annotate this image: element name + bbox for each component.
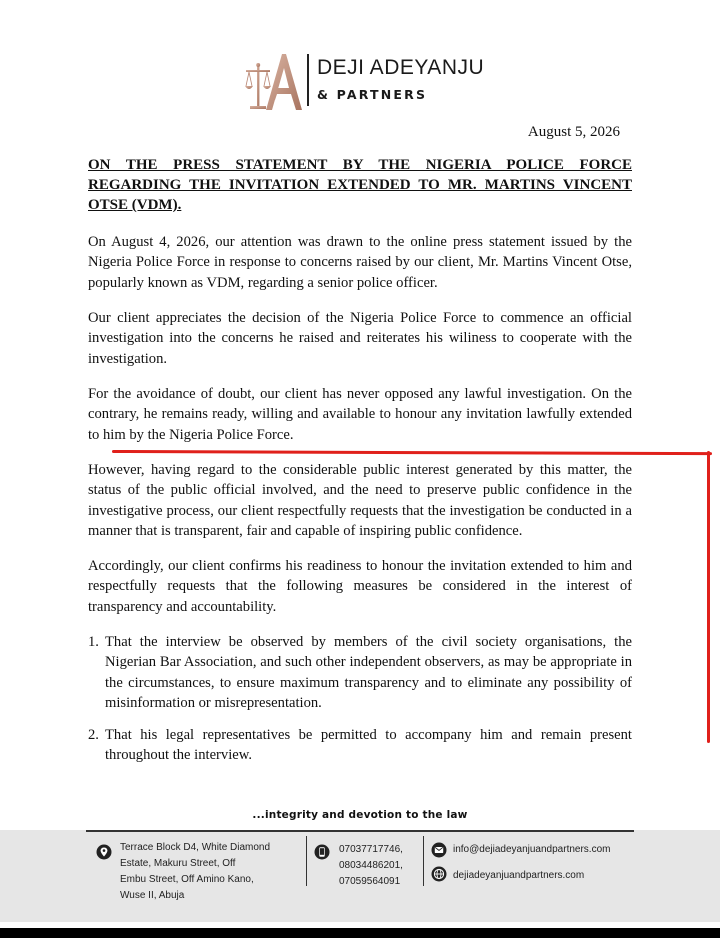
footer-rule — [86, 830, 634, 832]
list-number: 1. — [88, 634, 99, 650]
address-line: Embu Street, Off Amino Kano, — [120, 874, 254, 885]
logo-divider — [307, 54, 309, 106]
phone-number: 07059564091 — [339, 876, 401, 887]
location-pin-icon — [96, 844, 112, 860]
paragraph-4: However, having regard to the considerable public interest generated by this matter, the status of the public official involved, and the need to preserve public confidence in the investigative process, our client respectfully requests that the investigation be conducted in a manner that is transparent, fair and capable of inspiring public confidence. — [88, 462, 632, 539]
letter-footer — [0, 830, 720, 922]
paragraph-3: For the avoidance of doubt, our client has never opposed any lawful investigation. On the contrary, he remains ready, willing and available to honour any invitation lawfully extended to him by the Nigeria Police Force. — [88, 386, 632, 443]
footer-separator — [306, 836, 307, 886]
paragraph-2: Our client appreciates the decision of the Nigeria Police Force to commence an official investigation into the concerns he raised and reiterates his wiliness to cooperate with the investigation. — [88, 310, 632, 367]
website-link[interactable]: dejiadeyanjuandpartners.com — [453, 870, 585, 881]
list-text: That the interview be observed by members of the civil society organisations, the Nigerian Bar Association, and such other independent observers, as may be appropriate in the circumstances, to ensure maximum transparency and to eliminate any possibility of misinformation or misrepresentation. — [105, 634, 632, 711]
firm-subtitle: & PARTNERS — [317, 87, 428, 102]
email-icon — [431, 842, 447, 858]
scales-of-justice-monogram-icon — [244, 50, 304, 112]
red-annotation-line-vertical — [707, 451, 710, 743]
firm-name: DEJI ADEYANJU — [317, 56, 485, 79]
list-text: That his legal representatives be permitted to accompany him and remain present throughout the interview. — [105, 727, 632, 764]
globe-icon — [431, 866, 447, 882]
footer-address — [120, 840, 300, 904]
address-line: Terrace Block D4, White Diamond — [120, 842, 271, 853]
phone-number: 08034486201, — [339, 860, 403, 871]
address-line: Estate, Makuru Street, Off — [120, 858, 236, 869]
list-number: 2. — [88, 727, 99, 743]
paragraph-1: On August 4, 2026, our attention was drawn to the online press statement issued by the Nigeria Police Force in response to concerns raised by our client, Mr. Martins Vincent Otse, popularly known as VDM, regarding a senior police officer. — [88, 234, 632, 291]
red-annotation-line-horizontal — [112, 450, 712, 455]
footer-separator — [423, 836, 424, 886]
footer-web-contact — [453, 842, 653, 894]
letter-title: ON THE PRESS STATEMENT BY THE NIGERIA POLICE FORCE REGARDING THE INVITATION EXTENDED TO MR. MARTINS VINCENT OTSE (VDM). — [88, 157, 632, 213]
email-link[interactable]: info@dejiadeyanjuandpartners.com — [453, 844, 611, 855]
letterhead-logo — [244, 50, 484, 112]
phone-number: 07037717746, — [339, 844, 403, 855]
firm-tagline: ...integrity and devotion to the law — [252, 809, 468, 821]
phone-icon — [314, 844, 330, 860]
paragraph-5: Accordingly, our client confirms his readiness to honour the invitation extended to him and respectfully requests that the following measures be considered in the interest of transparency and accountability. — [88, 558, 632, 615]
letter-date: August 5, 2026 — [527, 124, 620, 140]
address-line: Wuse II, Abuja — [120, 890, 185, 901]
footer-phones — [339, 842, 414, 890]
